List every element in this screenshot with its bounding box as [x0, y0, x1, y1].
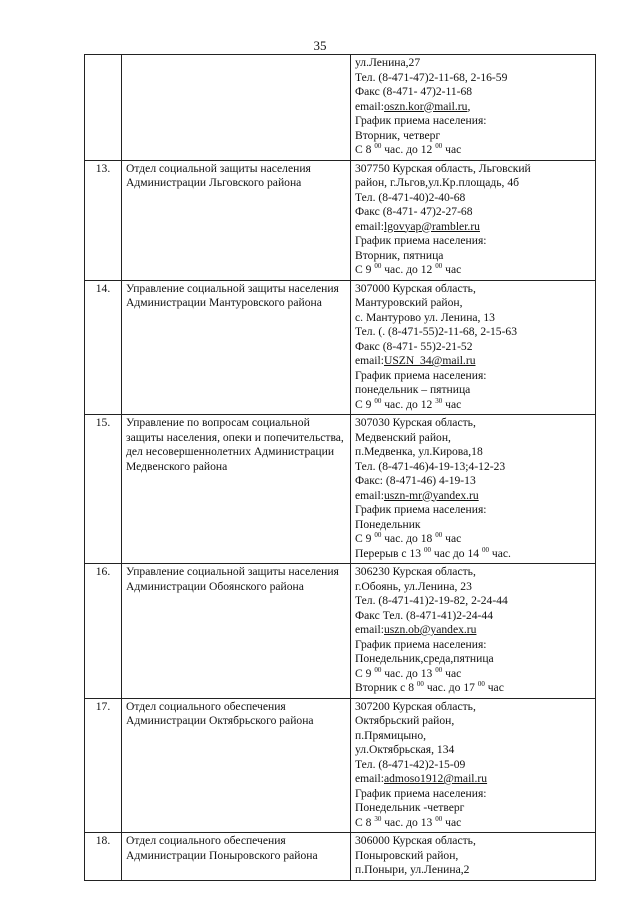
row-number — [85, 55, 122, 161]
line-text: час. до 12 — [381, 143, 436, 156]
contact-line — [355, 282, 591, 297]
line-text: График приема населения: — [355, 234, 487, 247]
contact-line — [355, 100, 591, 115]
line-text: час до 14 — [430, 546, 482, 560]
line-text: С 9 — [355, 263, 375, 276]
line-text: Факс (8-471- 47)2-27-68 — [355, 205, 473, 218]
contact-line — [355, 638, 591, 653]
contact-line — [355, 801, 591, 816]
row-number: 13. — [85, 160, 122, 280]
contact-line — [355, 460, 591, 475]
department-name: Управление по вопросам социальной защиты населения, опеки и попечительства, дел несовершеннолетних Администрации Медвенского района — [122, 415, 351, 564]
line-text: Факс: (8-471-46) 4-19-13 — [355, 474, 476, 487]
line-text: email: — [355, 219, 384, 233]
line-text: час. до 18 — [381, 532, 436, 545]
line-text: час — [442, 397, 462, 411]
contact-line — [355, 205, 591, 220]
time-minutes: 30 — [435, 396, 443, 405]
table-row — [85, 564, 596, 699]
line-text: email: — [355, 623, 384, 636]
contact-line — [355, 176, 591, 191]
email-link[interactable]: uszn-mr@yandex.ru — [383, 488, 479, 502]
contact-line — [355, 296, 591, 311]
time-minutes: 00 — [374, 396, 382, 405]
contact-line — [355, 85, 591, 100]
email-link[interactable]: uszn.ob@yandex.ru — [383, 623, 477, 636]
contact-line — [355, 71, 591, 86]
contact-line — [355, 714, 591, 729]
line-text: Перерыв с 13 — [355, 546, 424, 560]
contact-line — [355, 652, 591, 667]
line-text: п.Прямицыно, — [355, 728, 427, 742]
time-minutes: 00 — [477, 680, 485, 688]
contact-line — [355, 580, 591, 595]
contact-line — [355, 369, 591, 384]
contact-line — [355, 667, 591, 682]
line-text: час — [442, 815, 462, 829]
line-text: Поныровский район, — [355, 848, 459, 862]
line-text: График приема населения: — [355, 503, 487, 516]
email-link[interactable]: lgovyap@rambler.ru — [383, 219, 480, 233]
contact-line — [355, 340, 591, 355]
department-contacts — [351, 698, 596, 833]
line-text: , — [467, 99, 471, 113]
department-contacts — [351, 564, 596, 699]
contact-line — [355, 325, 591, 340]
line-text: г.Обоянь, ул.Ленина, 23 — [355, 579, 472, 593]
line-text: ул.Ленина,27 — [355, 56, 421, 69]
line-text: Тел. (8-471-41)2-19-82, 2-24-44 — [355, 594, 508, 607]
contact-line — [355, 143, 591, 158]
contact-line — [355, 162, 591, 177]
contact-line — [355, 565, 591, 580]
contact-line — [355, 834, 591, 849]
contact-line — [355, 398, 591, 413]
department-name: Управление социальной защиты населения Администрации Обоянского района — [122, 564, 351, 699]
line-text: час — [442, 532, 462, 545]
time-minutes: 00 — [416, 680, 424, 688]
time-minutes: 00 — [374, 262, 382, 270]
line-text: час. до 17 — [423, 681, 478, 694]
contact-line — [355, 354, 591, 369]
line-text: С 8 — [355, 815, 375, 829]
contact-line — [355, 787, 591, 802]
contact-line — [355, 863, 591, 878]
time-minutes: 00 — [435, 142, 443, 150]
contact-line — [355, 191, 591, 206]
contact-line — [355, 474, 591, 489]
line-text: 306230 Курская область, — [355, 565, 476, 578]
line-text: Октябрьский район, — [355, 714, 455, 727]
row-number: 15. — [85, 415, 122, 564]
contact-line — [355, 503, 591, 518]
line-text: час — [484, 681, 504, 694]
line-text: п.Медвенка, ул.Кирова,18 — [355, 445, 483, 458]
line-text: Медвенский район, — [355, 430, 451, 444]
departments-table — [84, 54, 596, 881]
line-text: С 9 — [355, 532, 375, 545]
line-text: email: — [355, 488, 384, 502]
line-text: час. до 13 — [381, 815, 436, 829]
line-text: Тел. (8-471-46)4-19-13;4-12-23 — [355, 459, 506, 473]
contact-line — [355, 623, 591, 638]
line-text: Мантуровский район, — [355, 296, 463, 309]
department-name: Отдел социального обеспечения Администрации Октябрьского района — [122, 698, 351, 833]
line-text: час. до 12 — [381, 397, 436, 411]
page-number: 35 — [313, 38, 327, 53]
table-row — [85, 698, 596, 833]
line-text: Тел. (8-471-40)2-40-68 — [355, 190, 466, 204]
contact-line — [355, 431, 591, 446]
line-text: понедельник – пятница — [355, 383, 471, 396]
contact-line — [355, 416, 591, 431]
table-row — [85, 160, 596, 280]
department-name: Отдел социальной защиты населения Администрации Льговского района — [122, 160, 351, 280]
contact-line — [355, 311, 591, 326]
row-number: 17. — [85, 698, 122, 833]
line-text: 306000 Курская область, — [355, 834, 476, 847]
table-row — [85, 280, 596, 415]
time-minutes: 00 — [374, 142, 382, 150]
contact-line — [355, 849, 591, 864]
line-text: График приема населения: — [355, 114, 487, 127]
line-text: email: — [355, 772, 384, 785]
time-minutes: 00 — [374, 531, 382, 539]
line-text: час. до 13 — [381, 666, 436, 680]
contact-line — [355, 532, 591, 547]
line-text: С 9 — [355, 666, 375, 680]
contact-line — [355, 129, 591, 144]
time-minutes: 00 — [374, 665, 382, 674]
line-text: Вторник, пятница — [355, 248, 444, 262]
row-number: 14. — [85, 280, 122, 415]
line-text: С 9 — [355, 397, 375, 411]
line-text: Вторник, четверг — [355, 128, 441, 142]
line-text: час — [442, 666, 462, 680]
line-text: район, г.Льгов,ул.Кр.площадь, 4б — [355, 176, 520, 189]
line-text: 307000 Курская область, — [355, 281, 476, 295]
time-minutes: 00 — [435, 814, 443, 823]
contact-line — [355, 263, 591, 278]
line-text: С 8 — [355, 143, 375, 156]
contact-line — [355, 743, 591, 758]
email-link[interactable]: oszn.kor@mail.ru — [383, 99, 468, 113]
time-minutes: 30 — [374, 814, 382, 823]
line-text: Тел. (8-471-47)2-11-68, 2-16-59 — [355, 70, 508, 84]
line-text: График приема населения: — [355, 368, 487, 382]
row-number: 16. — [85, 564, 122, 699]
line-text: Понедельник -четверг — [355, 801, 465, 814]
line-text: час. — [488, 546, 511, 560]
contact-line — [355, 518, 591, 533]
contact-line — [355, 56, 591, 71]
contact-line — [355, 234, 591, 249]
department-name: Управление социальной защиты населения Администрации Мантуровского района — [122, 280, 351, 415]
line-text: Понедельник — [355, 517, 421, 531]
contact-line — [355, 547, 591, 562]
line-text: Понедельник,среда,пятница — [355, 652, 494, 665]
contact-line — [355, 114, 591, 129]
line-text: ул.Октябрьская, 134 — [355, 743, 455, 756]
line-text: График приема населения: — [355, 786, 487, 800]
contact-line — [355, 383, 591, 398]
contact-line — [355, 772, 591, 787]
line-text: 307030 Курская область, — [355, 416, 476, 429]
contact-line — [355, 220, 591, 235]
line-text: Факс (8-471- 55)2-21-52 — [355, 339, 473, 353]
contact-line — [355, 594, 591, 609]
line-text: Факс Тел. (8-471-41)2-24-44 — [355, 608, 493, 622]
contact-line — [355, 729, 591, 744]
line-text: час — [442, 263, 462, 276]
contact-line — [355, 681, 591, 696]
department-contacts — [351, 415, 596, 564]
line-text: час. до 12 — [381, 263, 436, 276]
contact-line — [355, 816, 591, 831]
table-row — [85, 55, 596, 161]
department-name: Отдел социального обеспечения Администрации Поныровского района — [122, 833, 351, 881]
time-minutes: 00 — [481, 545, 489, 554]
line-text: п.Поныри, ул.Ленина,2 — [355, 863, 470, 876]
contact-line — [355, 758, 591, 773]
department-contacts — [351, 55, 596, 161]
time-minutes: 00 — [435, 665, 443, 674]
time-minutes: 00 — [435, 531, 443, 539]
table-row — [85, 415, 596, 564]
table-body — [85, 55, 596, 881]
line-text: с. Мантурово ул. Ленина, 13 — [355, 310, 495, 324]
department-contacts — [351, 280, 596, 415]
line-text: График приема населения: — [355, 637, 487, 651]
email-link[interactable]: admoso1912@mail.ru — [383, 772, 488, 785]
contact-line — [355, 700, 591, 715]
time-minutes: 00 — [435, 262, 443, 270]
line-text: email: — [355, 99, 384, 113]
contact-line — [355, 609, 591, 624]
line-text: 307200 Курская область, — [355, 699, 476, 713]
row-number: 18. — [85, 833, 122, 881]
email-link[interactable]: USZN_34@mail.ru — [383, 354, 476, 367]
contact-line — [355, 249, 591, 264]
line-text: час — [442, 143, 462, 156]
department-contacts — [351, 160, 596, 280]
line-text: Вторник с 8 — [355, 681, 417, 694]
line-text: Факс (8-471- 47)2-11-68 — [355, 85, 473, 98]
line-text: Тел. (8-471-42)2-15-09 — [355, 757, 466, 771]
department-contacts — [351, 833, 596, 881]
department-name — [122, 55, 351, 161]
contact-line — [355, 489, 591, 504]
line-text: 307750 Курская область, Льговский — [355, 161, 531, 175]
line-text: Тел. (. (8-471-55)2-11-68, 2-15-63 — [355, 325, 518, 338]
time-minutes: 00 — [423, 545, 431, 554]
line-text: email: — [355, 354, 384, 367]
table-row — [85, 833, 596, 881]
contact-line — [355, 445, 591, 460]
